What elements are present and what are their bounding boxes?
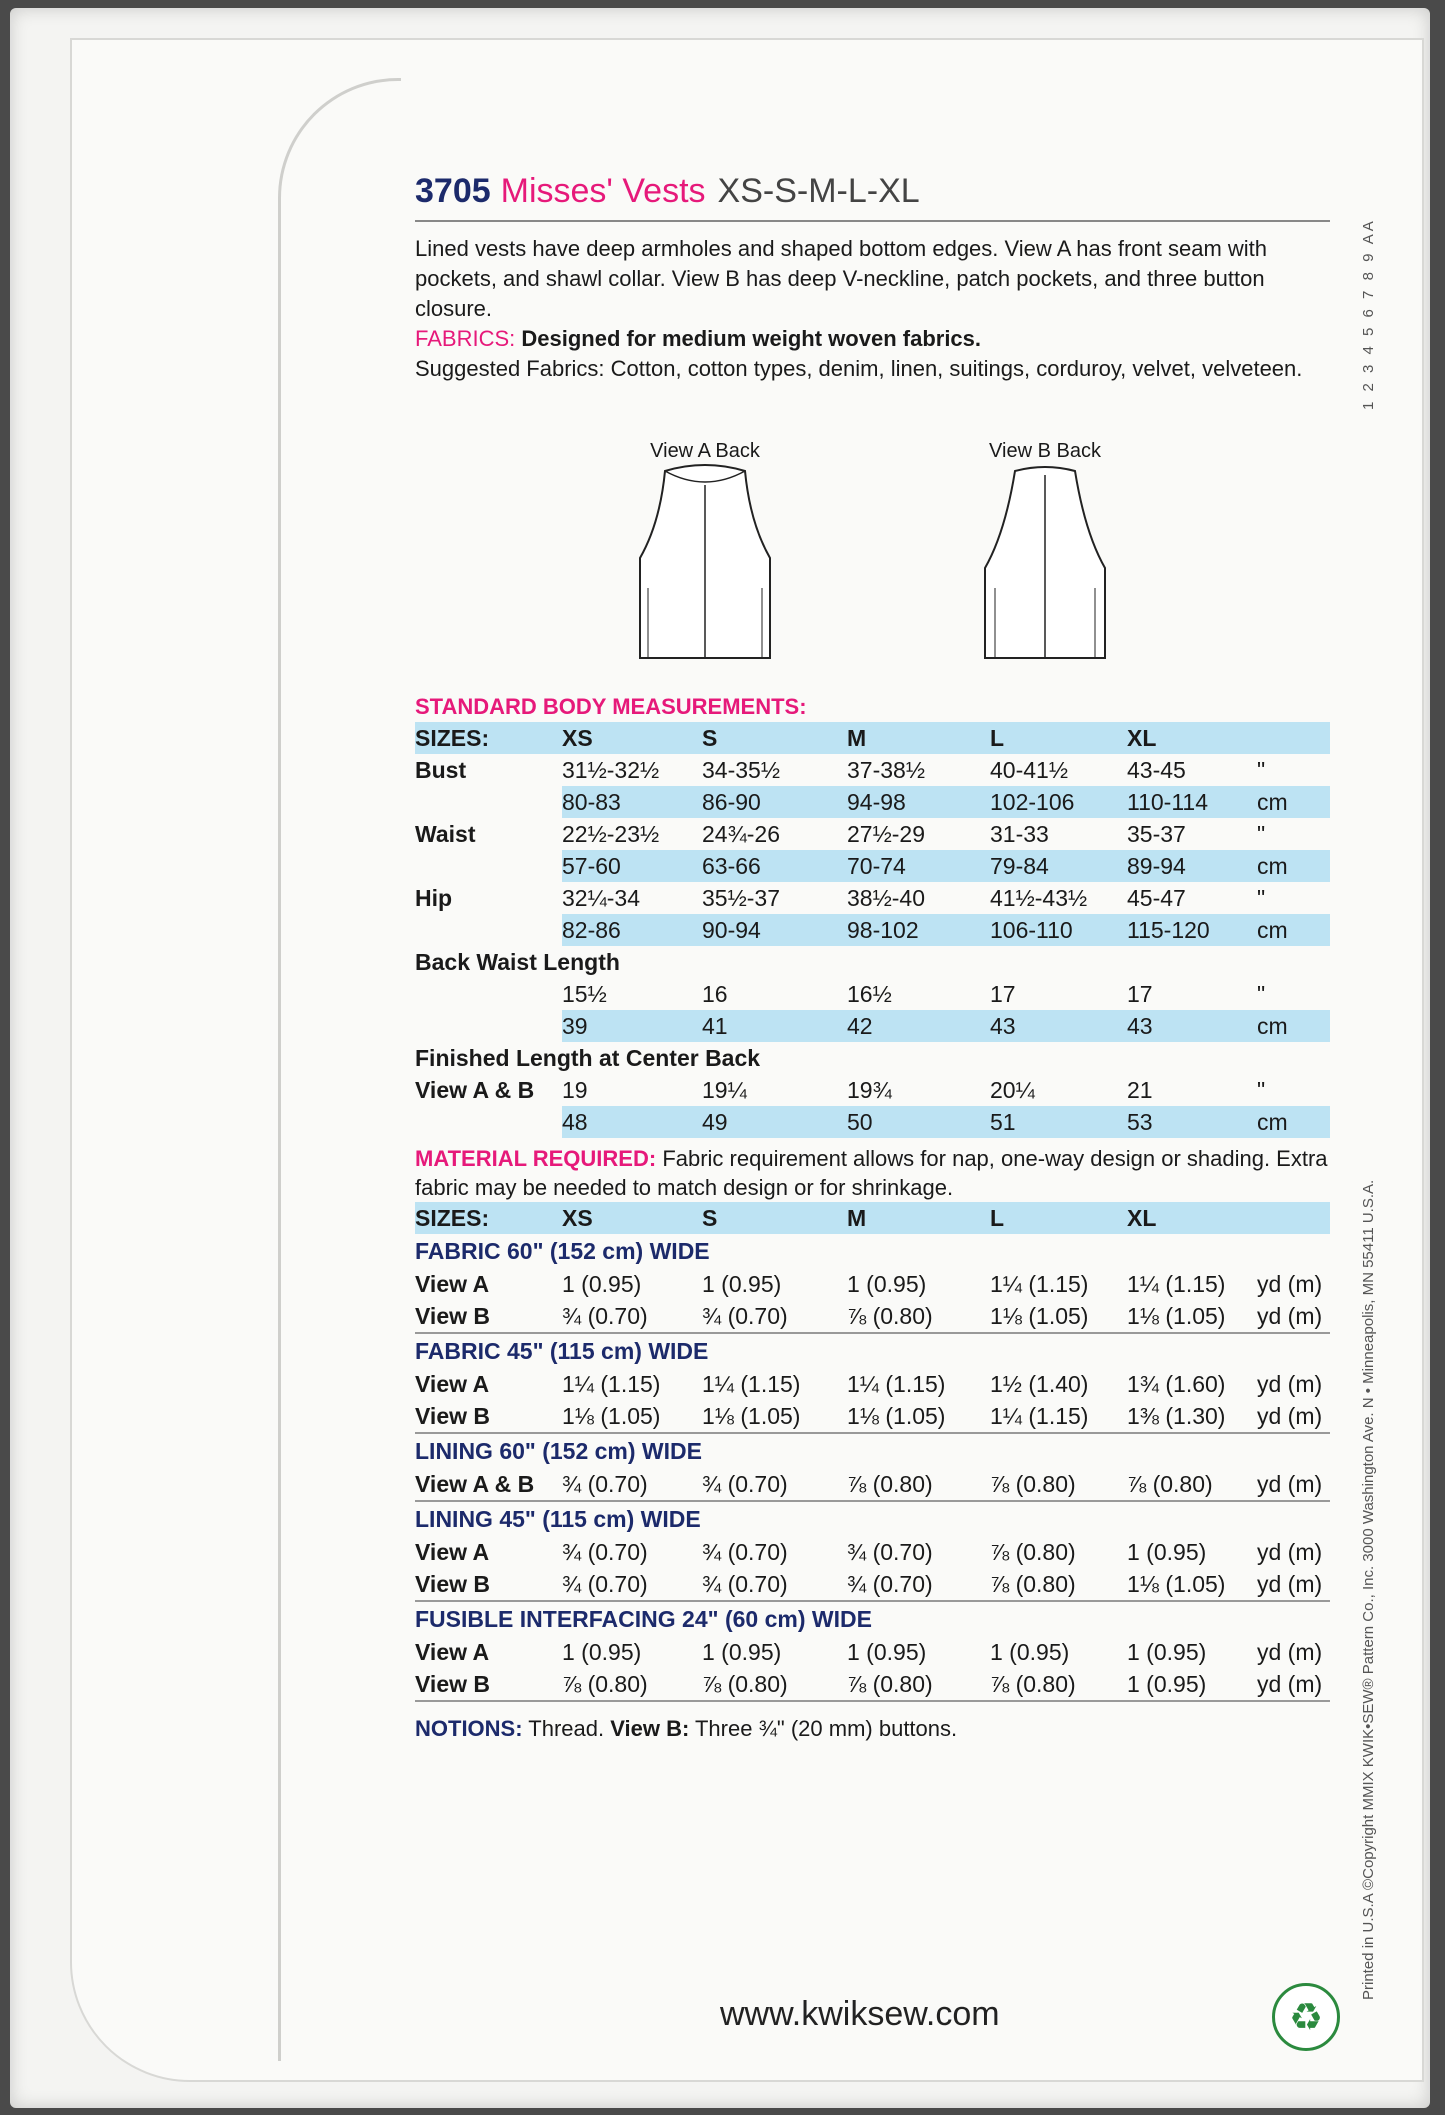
table-cell: 86-90 [702,786,847,818]
finished-label-row [415,1042,1330,1074]
size-xl: XL [1127,724,1157,751]
table-cell: 1⅜ (1.30) [1127,1400,1257,1433]
material-row-label: View A [415,1538,490,1565]
table-cell: ⅞ (0.80) [847,1300,990,1333]
hip-inch-row [415,882,1330,914]
table-cell: 37-38½ [847,756,926,783]
unit-inch: " [1257,980,1266,1007]
bust-label: Bust [415,756,467,783]
table-cell: 57-60 [562,850,702,882]
waist-label: Waist [415,820,476,847]
pattern-name: Misses' Vests [500,172,706,210]
table-cell: 1 (0.95) [990,1638,1070,1665]
table-cell: 16½ [847,980,892,1007]
table-cell: 1⅛ (1.05) [1127,1300,1257,1333]
material-row [415,1468,1330,1501]
table-cell: 27½-29 [847,820,926,847]
finished-view-label: View A & B [415,1076,535,1103]
material-group-heading [415,1501,1330,1536]
measurements-heading: STANDARD BODY MEASUREMENTS: [415,694,807,719]
table-cell: 1¼ (1.15) [702,1370,801,1397]
table-cell: 70-74 [847,850,990,882]
table-cell: 21 [1127,1076,1153,1103]
table-cell: 53 [1127,1106,1257,1138]
hip-label: Hip [415,884,453,911]
view-a-back [615,440,795,669]
back-waist-label: Back Waist Length [415,948,620,975]
table-cell: 1¼ (1.15) [990,1400,1127,1433]
table-cell: 34-35½ [702,756,781,783]
table-cell: 35½-37 [702,884,781,911]
table-cell: 1¼ (1.15) [1127,1270,1226,1297]
fabrics-line [415,324,1330,354]
table-cell: ¾ (0.70) [702,1468,847,1501]
bust-cm-row [415,786,1330,818]
table-cell: 94-98 [847,786,990,818]
table-cell: 31-33 [990,820,1049,847]
table-cell: ¾ (0.70) [702,1568,847,1601]
view-a-label: View A Back [650,440,760,462]
pattern-sizes: XS-S-M-L-XL [717,172,920,210]
table-cell: 24¾-26 [702,820,781,847]
size-xs: XS [562,724,593,751]
notions-label: NOTIONS: [415,1716,523,1741]
unit-yd-m: yd (m) [1257,1568,1330,1601]
material-row-label: View B [415,1568,562,1601]
notions [415,1716,1330,1742]
notions-text-2: Three ¾" (20 mm) buttons. [689,1716,958,1741]
copyright-address: Printed in U.S.A ©Copyright MMIX KWIK•SEW® Pattern Co., Inc. 3000 Washington Ave. N • Minneapolis, MN 55411 U.S.A. [1360,1179,1377,2000]
material-row [415,1400,1330,1433]
material-row [415,1636,1330,1668]
material-group-heading [415,1601,1330,1636]
table-cell: 1⅛ (1.05) [1127,1568,1257,1601]
table-cell: 50 [847,1106,990,1138]
table-cell: 41 [702,1010,847,1042]
table-cell: ⅞ (0.80) [562,1668,702,1701]
table-cell: 102-106 [990,786,1127,818]
table-cell: 1 (0.95) [562,1638,642,1665]
finished-label: Finished Length at Center Back [415,1044,761,1071]
material-group-heading [415,1333,1330,1368]
side-print [1360,200,1380,2030]
pattern-title [415,172,1330,222]
hip-cm-row [415,914,1330,946]
table-cell: 1⅛ (1.05) [702,1400,847,1433]
table-cell: 20¼ [990,1076,1035,1103]
table-cell: 1⅛ (1.05) [990,1300,1127,1333]
unit-yd-m: yd (m) [1257,1400,1330,1433]
table-cell: 39 [562,1010,702,1042]
table-cell: 1 (0.95) [1127,1538,1207,1565]
unit-yd-m: yd (m) [1257,1370,1323,1397]
table-cell: 49 [702,1106,847,1138]
view-a-back-drawing [630,463,780,663]
material-group-title: FABRIC 45" (115 cm) WIDE [415,1337,709,1364]
table-cell: 17 [1127,980,1153,1007]
table-cell: ⅞ (0.80) [990,1538,1076,1565]
table-cell: 1 (0.95) [702,1638,782,1665]
table-cell: ¾ (0.70) [562,1538,648,1565]
material-row [415,1368,1330,1400]
view-b-label: View B Back [989,440,1101,462]
table-cell: 63-66 [702,850,847,882]
table-cell: 35-37 [1127,820,1186,847]
table-cell: 1½ (1.40) [990,1370,1089,1397]
size-xs: XS [562,1204,593,1231]
table-cell: 40-41½ [990,756,1069,783]
material-row-label: View B [415,1300,562,1333]
sizes-header-row [415,722,1330,754]
flap-edge [278,78,401,2061]
table-cell: 22½-23½ [562,820,660,847]
table-cell: ⅞ (0.80) [990,1568,1127,1601]
unit-cm: cm [1257,850,1330,882]
material-required [415,1144,1330,1202]
pattern-back-content [415,172,1330,1742]
bust-inch-row [415,754,1330,786]
print-run-code: 1 2 3 4 5 6 7 8 9 AA [1360,218,1377,410]
table-cell: 42 [847,1010,990,1042]
table-cell: ⅞ (0.80) [1127,1468,1257,1501]
table-cell: 1 (0.95) [1127,1668,1257,1701]
table-cell: ¾ (0.70) [847,1568,990,1601]
notions-view-b: View B: [610,1716,690,1741]
back-waist-cm-row [415,1010,1330,1042]
back-waist-inch-row [415,978,1330,1010]
material-group-title: FABRIC 60" (152 cm) WIDE [415,1237,710,1264]
table-cell: ¾ (0.70) [702,1538,788,1565]
material-row-label: View A & B [415,1468,562,1501]
table-cell: 110-114 [1127,786,1257,818]
material-row-label: View B [415,1400,562,1433]
finished-inch-row [415,1074,1330,1106]
unit-yd-m: yd (m) [1257,1468,1330,1501]
table-cell: 31½-32½ [562,756,660,783]
table-cell: 1 (0.95) [1127,1638,1207,1665]
material-row-label: View A [415,1638,490,1665]
table-cell: ⅞ (0.80) [990,1468,1127,1501]
table-cell: ⅞ (0.80) [702,1668,847,1701]
unit-cm: cm [1257,1106,1330,1138]
size-m: M [847,724,867,751]
table-cell: ⅞ (0.80) [847,1468,990,1501]
size-s: S [702,724,718,751]
material-table [415,1202,1330,1702]
material-label: MATERIAL REQUIRED: [415,1146,657,1171]
fabrics-label: FABRICS: [415,326,516,351]
table-cell: 98-102 [847,914,990,946]
material-row-label: View A [415,1370,490,1397]
table-cell: 41½-43½ [990,884,1088,911]
material-group-heading [415,1433,1330,1468]
unit-yd-m: yd (m) [1257,1300,1330,1333]
table-cell: 1¼ (1.15) [562,1370,661,1397]
table-cell: 1 (0.95) [702,1270,782,1297]
table-cell: 45-47 [1127,884,1186,911]
material-row [415,1300,1330,1333]
waist-cm-row [415,850,1330,882]
table-cell: 19¼ [702,1076,747,1103]
table-cell: 1⅛ (1.05) [847,1400,990,1433]
table-cell: 17 [990,980,1016,1007]
table-cell: 1 (0.95) [847,1638,927,1665]
table-cell: 32¼-34 [562,884,641,911]
finished-cm-row [415,1106,1330,1138]
table-cell: 1¾ (1.60) [1127,1370,1226,1397]
table-cell: ⅞ (0.80) [990,1668,1127,1701]
waist-inch-row [415,818,1330,850]
material-row [415,1668,1330,1701]
size-l: L [990,724,1005,751]
table-cell: 1⅛ (1.05) [562,1400,702,1433]
unit-cm: cm [1257,1010,1330,1042]
table-cell: 106-110 [990,914,1127,946]
table-cell: 48 [562,1106,702,1138]
material-group-title: LINING 45" (115 cm) WIDE [415,1505,701,1532]
website-url[interactable]: www.kwiksew.com [720,1995,1000,2033]
table-cell: ¾ (0.70) [562,1300,702,1333]
table-cell: 43 [1127,1010,1257,1042]
material-group-heading [415,1234,1330,1268]
unit-cm: cm [1257,786,1330,818]
material-group-title: LINING 60" (152 cm) WIDE [415,1437,702,1464]
material-sizes-row [415,1202,1330,1234]
material-group-title: FUSIBLE INTERFACING 24" (60 cm) WIDE [415,1605,872,1632]
table-cell: 51 [990,1106,1127,1138]
unit-inch: " [1257,884,1266,911]
table-cell: 16 [702,980,728,1007]
unit-yd-m: yd (m) [1257,1638,1323,1665]
unit-inch: " [1257,756,1266,783]
sizes-label: SIZES: [415,724,490,751]
back-waist-label-row [415,946,1330,978]
table-cell: ¾ (0.70) [847,1538,933,1565]
unit-cm: cm [1257,914,1330,946]
unit-yd-m: yd (m) [1257,1668,1330,1701]
unit-yd-m: yd (m) [1257,1270,1323,1297]
table-cell: 15½ [562,980,607,1007]
table-cell: 1¼ (1.15) [847,1370,946,1397]
fabrics-designed: Designed for medium weight woven fabrics. [521,326,982,351]
table-cell: 1 (0.95) [562,1270,642,1297]
table-cell: ¾ (0.70) [562,1568,702,1601]
recycle-icon: ♻ [1272,1983,1340,2051]
table-cell: 1¼ (1.15) [990,1270,1089,1297]
view-illustrations [415,384,1330,694]
material-row [415,1536,1330,1568]
unit-inch: " [1257,1076,1266,1103]
material-row-label: View A [415,1270,490,1297]
table-cell: 80-83 [562,786,702,818]
table-cell: 1 (0.95) [847,1270,927,1297]
table-cell: 19 [562,1076,588,1103]
table-cell: ¾ (0.70) [702,1300,847,1333]
material-row [415,1568,1330,1601]
table-cell: 43-45 [1127,756,1186,783]
table-cell: 79-84 [990,850,1127,882]
table-cell: 38½-40 [847,884,926,911]
size-l: L [990,1204,1005,1231]
material-row [415,1268,1330,1300]
size-s: S [702,1204,718,1231]
view-b-back [955,440,1135,669]
table-cell: ¾ (0.70) [562,1468,702,1501]
notions-text-1: Thread. [522,1716,611,1741]
table-cell: 82-86 [562,914,702,946]
view-b-back-drawing [970,463,1120,663]
table-cell: ⅞ (0.80) [847,1668,990,1701]
size-xl: XL [1127,1204,1157,1231]
size-m: M [847,1204,867,1231]
description: Lined vests have deep armholes and shaped bottom edges. View A has front seam with pockets, and shawl collar. View B has deep V-neckline, patch pockets, and three button closure. [415,236,1268,321]
body-measurements-table [415,722,1330,1138]
unit-yd-m: yd (m) [1257,1538,1323,1565]
table-cell: 89-94 [1127,850,1257,882]
table-cell: 19¾ [847,1076,892,1103]
sizes-label: SIZES: [415,1204,490,1231]
table-cell: 43 [990,1010,1127,1042]
unit-inch: " [1257,820,1266,847]
table-cell: 115-120 [1127,914,1257,946]
pattern-number: 3705 [415,172,491,210]
material-row-label: View B [415,1668,562,1701]
material-text: Fabric requirement allows for nap, one-way design or shading. Extra fabric may be needed to match design or for shrinkage. [415,1146,1328,1200]
table-cell: 90-94 [702,914,847,946]
suggested-fabrics: Suggested Fabrics: Cotton, cotton types, denim, linen, suitings, corduroy, velvet, velveteen. [415,356,1303,381]
